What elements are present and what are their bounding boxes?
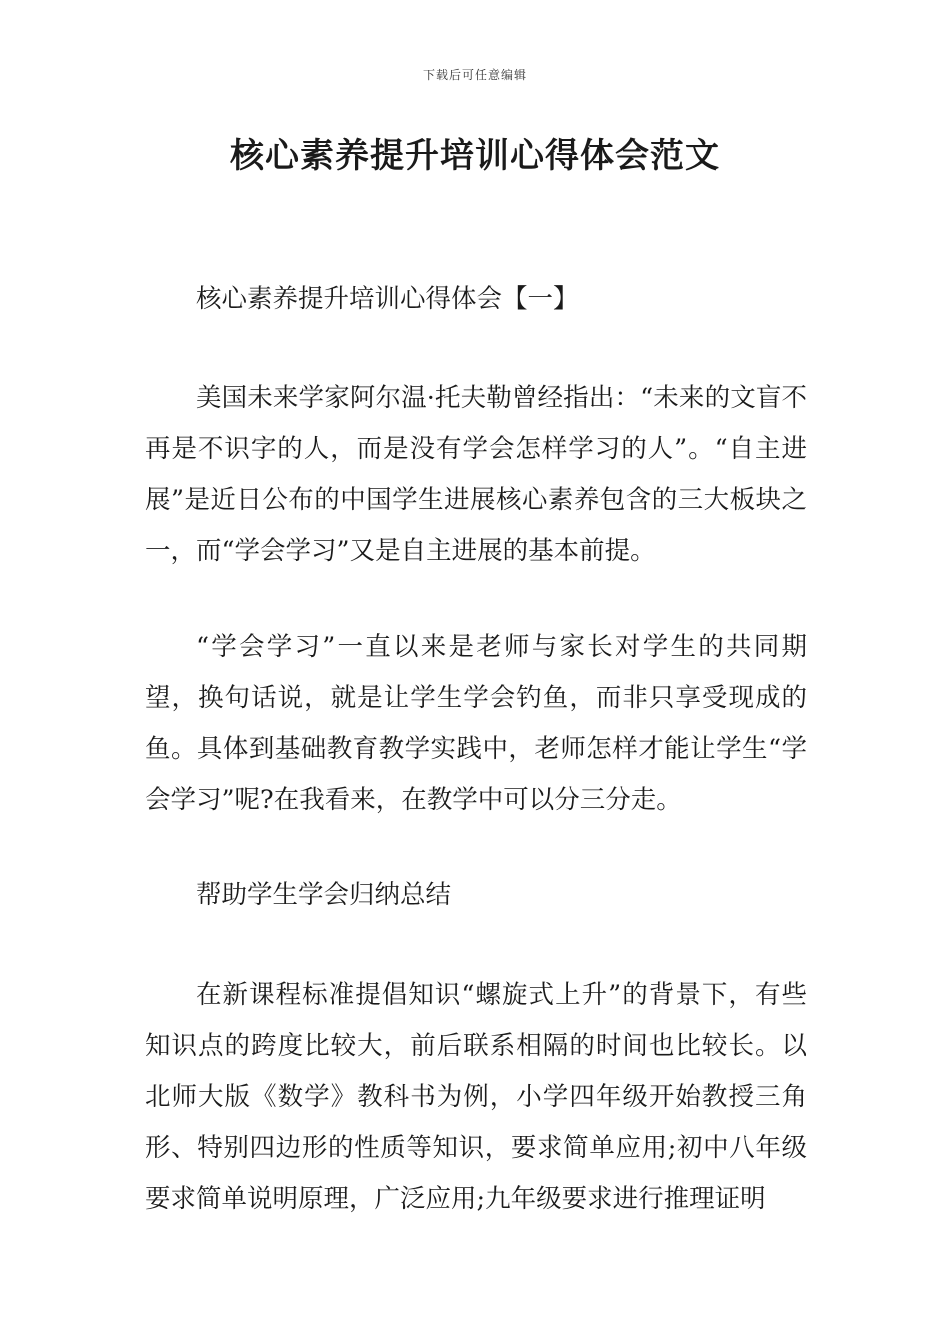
- paragraph-2: “学会学习”一直以来是老师与家长对学生的共同期望，换句话说，就是让学生学会钓鱼，而非只享受现成的鱼。具体到基础教育教学实践中，老师怎样才能让学生“学会学习”呢?在我看来，在教学中可以分三分走。: [145, 632, 807, 815]
- header-note: 下载后可任意编辑: [422, 68, 527, 82]
- document-title: 核心素养提升培训心得体会范文: [230, 136, 720, 176]
- paragraph-3: 在新课程标准提倡知识“螺旋式上升”的背景下，有些知识点的跨度比较大，前后联系相隔的时间也比较长。以北师大版《数学》教科书为例，小学四年级开始教授三角形、特别四边形的性质等知识，要求简单应用;初中八年级要求简单说明原理，广泛应用;九年级要求进行推理证明: [145, 980, 807, 1214]
- paragraph-1: 美国未来学家阿尔温·托夫勒曾经指出：“未来的文盲不再是不识字的人，而是没有学会怎样学习的人”。“自主进展”是近日公布的中国学生进展核心素养包含的三大板块之一，而“学会学习”又是自主进展的基本前提。: [145, 383, 807, 566]
- section-heading-1: 核心素养提升培训心得体会【一】: [196, 284, 579, 314]
- section-heading-2: 帮助学生学会归纳总结: [196, 880, 452, 910]
